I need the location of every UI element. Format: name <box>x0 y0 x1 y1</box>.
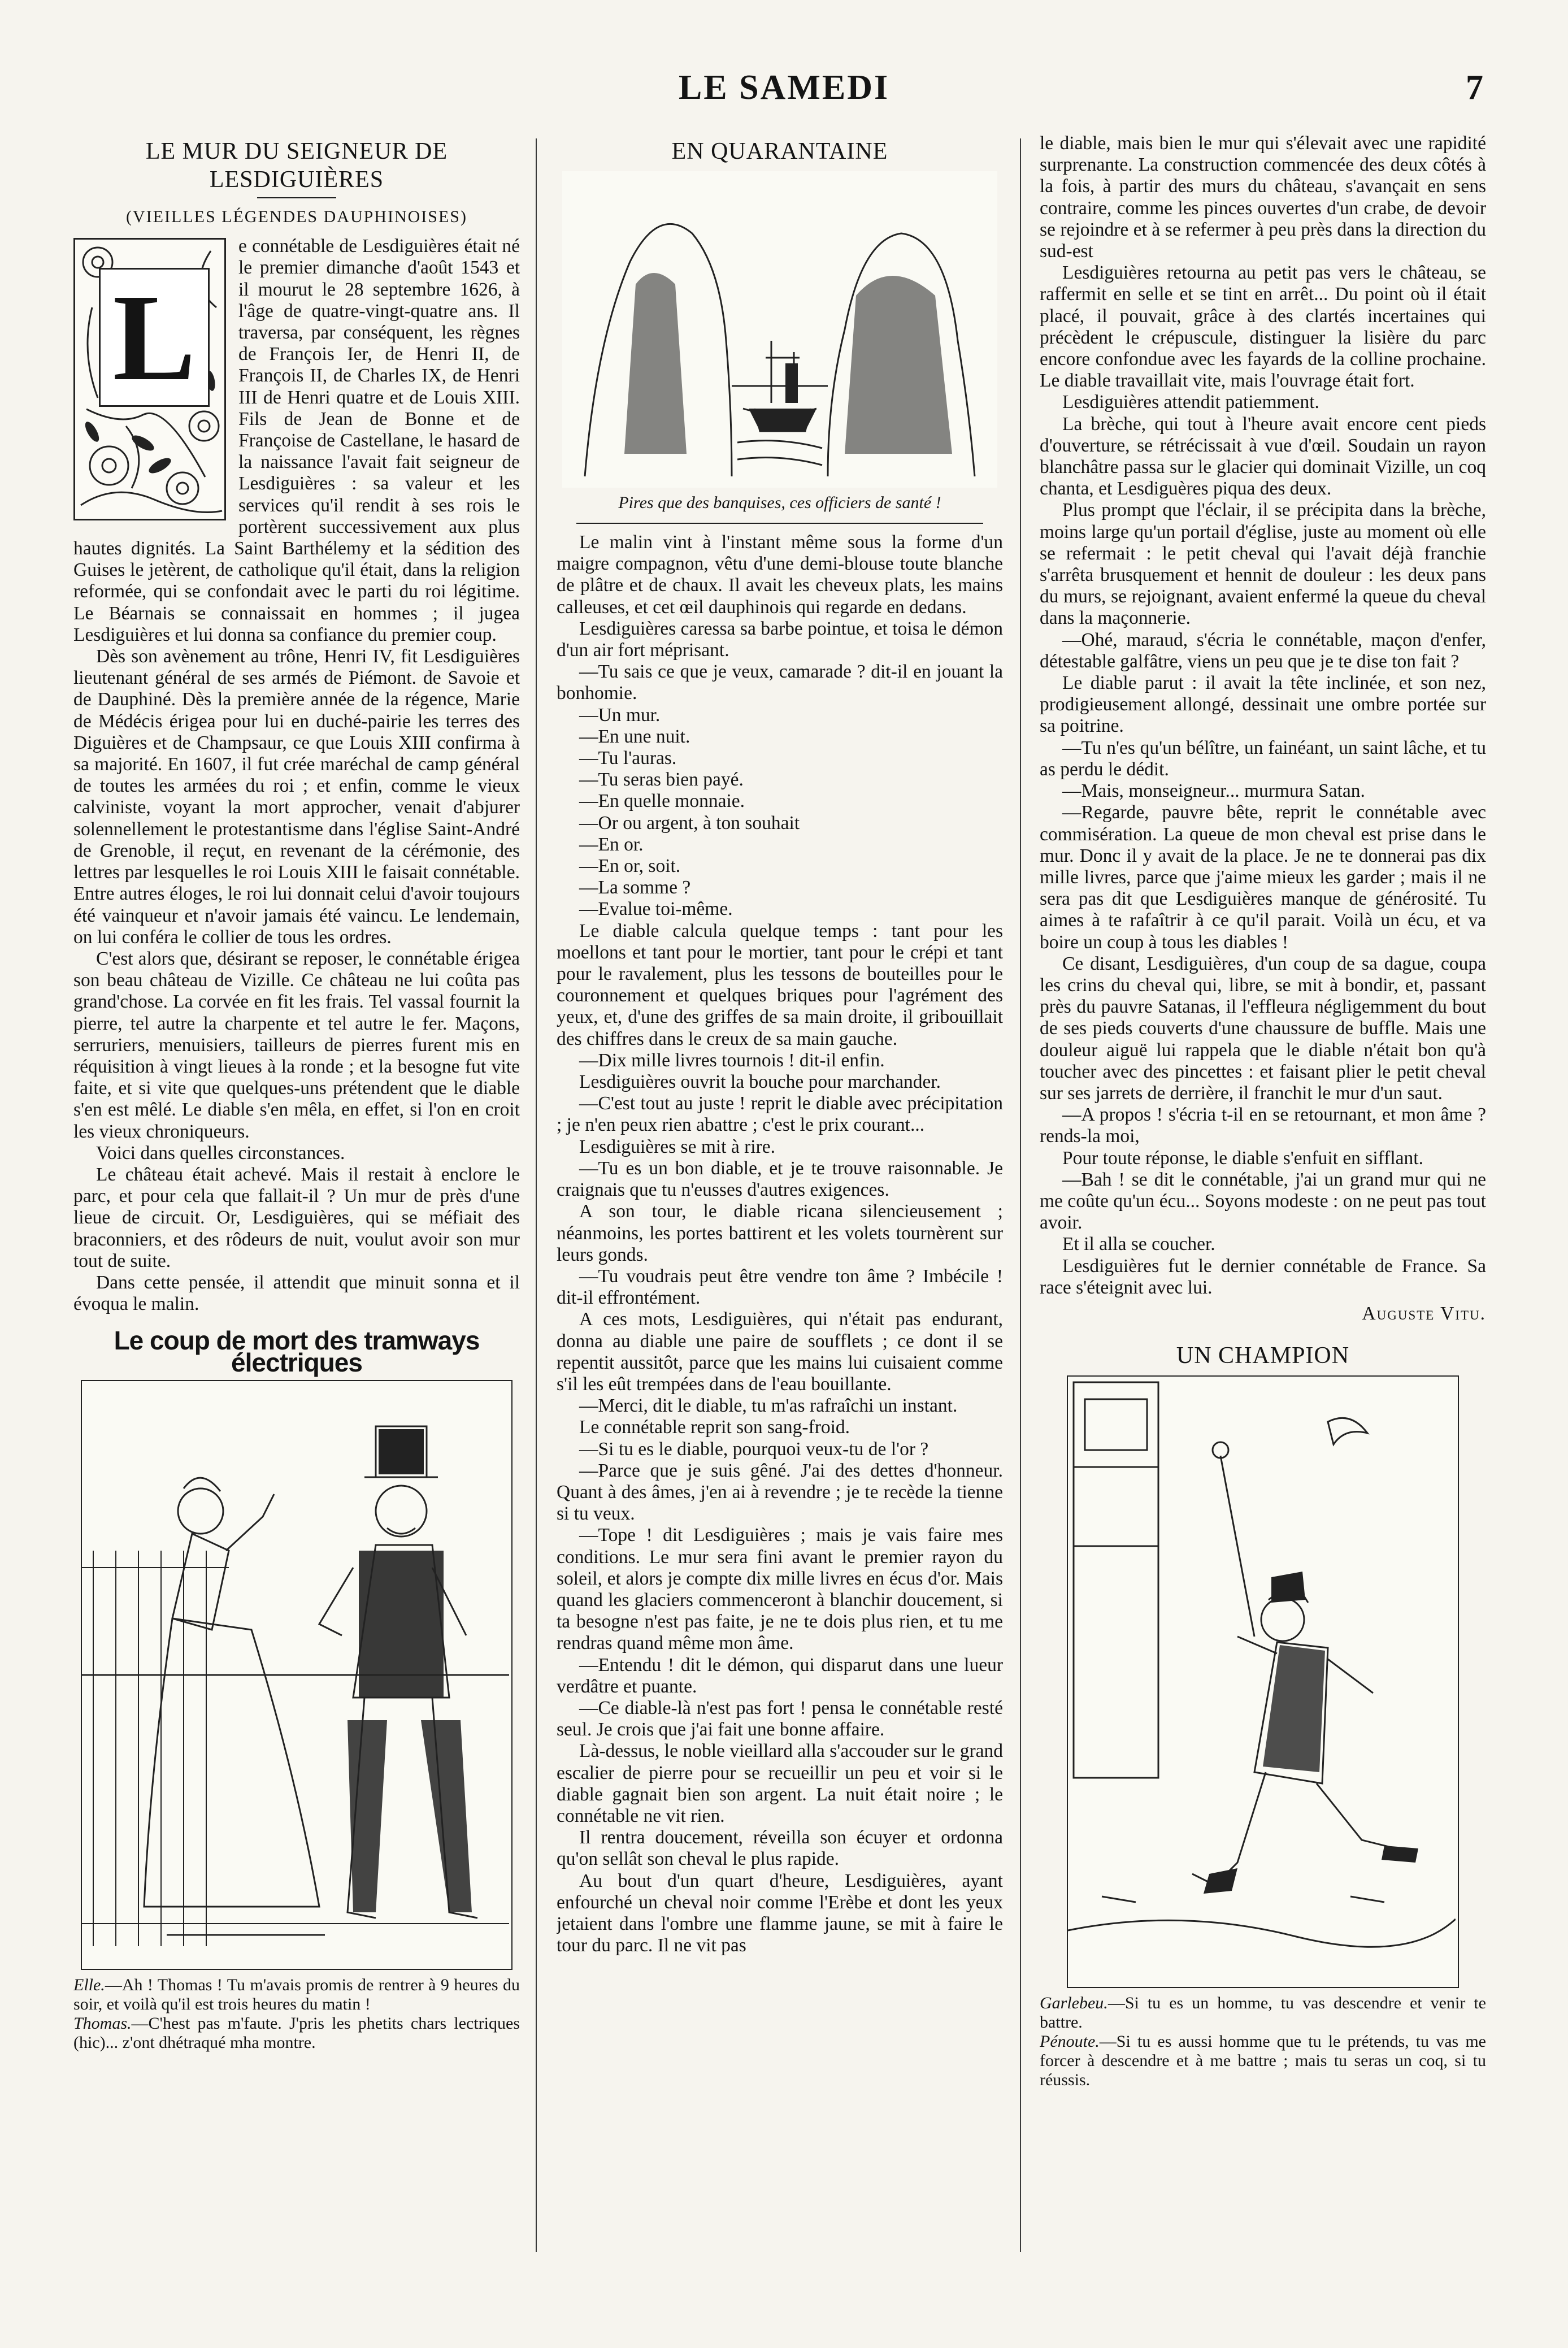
caption-line <box>1040 1994 1486 2032</box>
paragraph: le diable, mais bien le mur qui s'élevait avec une rapidité surprenante. La construction commencée des deux côtés à la fois, à partir des murs du château, s'avançait en sens contraire, comme les pinces ouvertes d'un crabe, de devoir se rejoindre et à se refermer à peu près dans la direction du sud-est <box>1040 133 1486 262</box>
cartoon-headline: UN CHAMPION <box>1176 1343 1350 1369</box>
author-signature: Auguste Vitu. <box>1362 1303 1486 1324</box>
paragraph: Et il alla se coucher. <box>1062 1234 1215 1255</box>
paragraph: —Tu voudrais peut être vendre ton âme ? Imbécile ! dit-il effrontément. <box>557 1265 1003 1309</box>
cartoon-headline: EN QUARANTAINE <box>671 138 888 164</box>
paragraph: —Si tu es le diable, pourquoi veux-tu de l'or ? <box>579 1438 929 1460</box>
caption-text: —Si tu es aussi homme que tu le prétends, tu vas me forcer à descendre et à me battre ; mais tu seras un coq, si tu réussis. <box>1040 2032 1486 2090</box>
paragraph: —En or, soit. <box>579 856 681 877</box>
paragraph: —Bah ! se dit le connétable, j'ai un grand mur qui ne me coûte qu'un écu... Soyons modeste : on ne peut pas tout avoir. <box>1040 1169 1486 1234</box>
caption-speaker: Garlebeu. <box>1040 1994 1108 2013</box>
paragraph: C'est alors que, désirant se reposer, le connétable érigea son beau château de Vizille. Ce château ne lui coûta pas grand'chose. La corvée en fit les frais. Tel vassal fournit la pierre, tel autre la charpente et tel autre le fer. Maçons, serruriers, menuisiers, tailleurs de pierres furent mis en réquisition à vingt lieues à la ronde ; et la besogne fut vite faite, et si vite que quelques-uns prétendent que le diable s'en est mêlé. Le diable s'en mêla, en effet, si l'on en croit les vieux chroniqueurs. <box>73 948 520 1142</box>
champion-cartoon-illustration <box>1067 1375 1459 1988</box>
paragraph: —Tu seras bien payé. <box>579 769 744 791</box>
paragraph: —Mais, monseigneur... murmura Satan. <box>1062 780 1365 802</box>
paragraph: —Tope ! dit Lesdiguières ; mais je vais faire mes conditions. Le mur sera fini avant le premier rayon du soleil, et alors je compte dix mille livres en écus d'or. Mais quand les glaciers commenceront à blanchir doucement, si ta besogne n'est pas faite, je ne te dois plus rien, et tu me rendras quand même mon âme. <box>557 1525 1003 1654</box>
paragraph: Au bout d'un quart d'heure, Lesdiguières, ayant enfourché un cheval noir comme l'Erèbe et dont les yeux jetaient dans l'ombre une flamme jaune, se mit à faire le tour du parc. Il ne vit pas <box>557 1870 1003 1956</box>
paragraph: Voici dans quelles circonstances. <box>96 1142 345 1164</box>
cartoon-caption: Pires que des banquises, ces officiers de santé ! <box>618 493 941 512</box>
paragraph: —Dix mille livres tournois ! dit-il enfin. <box>579 1049 885 1071</box>
caption-text: —Si tu es un homme, tu vas descendre et venir te battre. <box>1040 1994 1486 2032</box>
running-head <box>85 68 1483 130</box>
paragraph: Dès son avènement au trône, Henri IV, fit Lesdiguières lieutenant général de ses armés de Piémont. de Savoie et de Dauphiné. Dès la première année de la régence, Marie de Médécis érigea pour lui en duché-pairie les terres des Diguières et de Champsaur, ce que Louis XIII confirma à sa majorité. En 1607, il fut crée maréchal de camp général de toutes les armées du roi ; et enfin, comme le vieux calviniste, voyant la mort approcher, venait d'abjurer solennellement le protestantisme dans l'église Saint-André de Grenoble, il reçut, en revenant de la cérémonie, des lettres par lesquelles le roi Louis XIII le faisait connétable. Entre autres éloges, le roi lui donnait celui d'avoir toujours été vainqueur et n'avoir jamais été vaincu. Le lendemain, on lui conféra le collier de tous les ordres. <box>73 646 520 948</box>
paragraph: Le diable calcula quelque temps : tant pour les moellons et tant pour le mortier, tant pour le crépi et tant pour le ravalement, plus les tessons de bouteilles pour le couronnement et quelques briques pour l'agrément des yeux, et, d'une des griffes de sa main droite, il gribouillait des chiffres dans le creux de sa main gauche. <box>557 920 1003 1049</box>
man-and-rooster-drawing <box>1068 1377 1456 1985</box>
paragraph: —En or. <box>579 834 644 855</box>
paragraph: Pour toute réponse, le diable s'enfuit en sifflant. <box>1062 1147 1423 1169</box>
headline-rule <box>257 197 336 198</box>
paragraph: La brèche, qui tout à l'heure avait encore cent pieds d'ouverture, se rétrécissait à vue d'œil. Soudain un rayon blanchâtre passa sur le glacier qui dominait Vizille, un coq chanta, et Lesdiguères piqua des deux. <box>1040 413 1486 500</box>
section-rule <box>576 523 983 524</box>
paragraph: Le diable parut : il avait la tête inclinée, et son nez, prodigieusement allongé, dessinait une ombre portée sur sa poitrine. <box>1040 672 1486 737</box>
paragraph: —Evalue toi-même. <box>579 899 733 920</box>
paragraph: Le malin vint à l'instant même sous la forme d'un maigre compagnon, vêtu d'une demi-blouse toute blanche de plâtre et de chaux. Il avait les cheveux plats, les mains calleuses, et cet œil dauphinois qui regarde en dedans. <box>557 532 1003 618</box>
paragraph: —A propos ! s'écria t-il en se retournant, et mon âme ? rends-la moi, <box>1040 1104 1486 1147</box>
paragraph: Le château était achevé. Mais il restait à enclore le parc, et pour cela que fallait-il ? Un mur de près d'une lieue de circuit. Or, Lesdiguières, qui se méfiait des braconniers, et des rôdeurs de nuit, voulut avoir son mur tout de suite. <box>73 1164 520 1271</box>
paragraph: Là-dessus, le noble vieillard alla s'accouder sur le grand escalier de pierre pour se recueillir un peu et voir si le diable gagnait bien son argent. La nuit était noire ; le connétable ne vit rien. <box>557 1741 1003 1826</box>
paragraph: —Or ou argent, à ton souhait <box>579 812 800 834</box>
paragraph: Dans cette pensée, il attendit que minuit sonna et il évoqua le malin. <box>73 1271 520 1315</box>
paragraph: —Regarde, pauvre bête, reprit le connétable avec commisération. La queue de mon cheval est prise dans le mur. Donc il y avait de la place. Je ne te donnerai pas dix mille livres, parce que j'aime mieux les garder ; mais il ne sera pas dit que Lesdiguières manque de générosité. Tu aimes à te rafaîtrir à ce qu'il parait. Voilà un écu, et va boire un coup à tous les diables ! <box>1040 802 1486 953</box>
caption-speaker: Pénoute. <box>1040 2032 1100 2051</box>
column-3 <box>1040 133 1486 2269</box>
paragraph: Lesdiguières se mit à rire. <box>579 1136 775 1157</box>
cartoon-headline: Le coup de mort des tramways électriques <box>114 1326 480 1377</box>
drop-cap-letter: L <box>99 268 210 407</box>
paragraph: —Parce que je suis gêné. J'ai des dettes d'honneur. Quant à des âmes, j'en ai à revendre ; je te recède la tienne si tu veux. <box>557 1460 1003 1525</box>
caption-line <box>73 1976 520 2014</box>
paragraph: Le connétable reprit son sang-froid. <box>579 1417 850 1438</box>
caption-speaker: Elle. <box>73 1975 105 1994</box>
journal-title: LE SAMEDI <box>678 68 890 107</box>
paragraph: e connétable de Lesdiguières était né le premier dimanche d'août 1543 et il mourut le 28 septembre 1626, à l'âge de quatre-vingt-quatre ans. Il traversa, par conséquent, les règnes de François Ier, de Henri II, de François II, de Charles IX, de Henri III de Henri quatre et de Louis XIII. Fils de Jean de Bonne et de Françoise de Castellane, le hasard de la naissance l'avait fait seigneur de Lesdiguières : sa valeur et les services qu'il rendit à ses rois le portèrent successivement aux plus hautes dignités. La Saint Barthélemy et la sédition des Guises le jetèrent, de catholique qu'il était, dans la religion reformée, qui se confondait avec le parti du roi légitime. Le Béarnais se connaissait en hommes ; il jugea Lesdiguières et lui donna sa confiance du premier coup. <box>73 236 520 645</box>
column-2 <box>557 133 1003 2269</box>
couple-argument-drawing <box>82 1381 509 1967</box>
paragraph: —Merci, dit le diable, tu m'as rafraîchi un instant. <box>579 1395 958 1417</box>
caption-text: —C'hest pas m'faute. J'pris les phetits chars lectriques (hic)... z'ont dhétraqué mha montre. <box>73 2013 520 2052</box>
caption-speaker: Thomas. <box>73 2013 132 2033</box>
paragraph: Lesdiguières attendit patiemment. <box>1062 392 1319 413</box>
paragraph: —Entendu ! dit le démon, qui disparut dans une lueur verdâtre et puante. <box>557 1654 1003 1697</box>
paragraph: —Ce diable-là n'est pas fort ! pensa le connétable resté seul. Je crois que j'ai fait une bonne affaire. <box>557 1697 1003 1741</box>
paragraph: —Ohé, maraud, s'écria le connétable, maçon d'enfer, détestable galfâtre, viens un peu que je te dise ton fait ? <box>1040 629 1486 672</box>
paragraph: Lesdiguières fut le dernier connétable de France. Sa race s'éteignit avec lui. <box>1040 1255 1486 1298</box>
paragraph: Lesdiguières caressa sa barbe pointue, et toisa le démon d'un air fort méprisant. <box>557 618 1003 661</box>
ornamental-drop-cap <box>73 238 226 520</box>
caption-line <box>73 2014 520 2052</box>
paragraph: A ces mots, Lesdiguières, qui n'était pas endurant, donna au diable une paire de soufflets ; ce dont il se repentit aussitôt, parce que les mains lui cuisaient comme s'il les eût trempées dans de l'eau bouillante. <box>557 1309 1003 1395</box>
ghost-doctors-ship-drawing <box>562 171 997 488</box>
paragraph: —Tu sais ce que je veux, camarade ? dit-il en jouant la bonhomie. <box>557 661 1003 704</box>
paragraph: —Tu n'es qu'un bélître, un fainéant, un saint lâche, et tu as perdu le dédit. <box>1040 737 1486 780</box>
paragraph: —C'est tout au juste ! reprit le diable avec précipitation ; je n'en peux rien abattre ; c'est le prix courant... <box>557 1093 1003 1136</box>
paragraph: Lesdiguières ouvrit la bouche pour marchander. <box>579 1071 941 1093</box>
paragraph: Ce disant, Lesdiguières, d'un coup de sa dague, coupa les crins du cheval qui, libre, se mit à bondir, et, passant près du pauvre Satanas, il l'effleura négligemment du bout de ses pieds couverts d'une chaussure de buffle. Mais une douleur aiguë lui rappela que le diable n'était bon qu'à toucher avec des pincettes : et faisant plier le petit cheval sur ses jarrets de derrière, il franchit le mur d'un saut. <box>1040 953 1486 1104</box>
caption-line <box>1040 2032 1486 2090</box>
column-rule <box>1020 138 1021 2252</box>
paragraph: —Un mur. <box>579 704 661 726</box>
quarantine-cartoon-illustration <box>562 171 997 488</box>
column-rule <box>536 138 537 2252</box>
paragraph: —Tu l'auras. <box>579 748 677 769</box>
caption-text: —Ah ! Thomas ! Tu m'avais promis de rentrer à 9 heures du soir, et voilà qu'il est trois heures du matin ! <box>73 1975 520 2013</box>
paragraph: Lesdiguières retourna au petit pas vers le château, se raffermit en selle et se tint en arrêt... Du point où il était placé, il pouvait, grâce à des clartés incertaines qui précèdent le crépuscule, distinguer la lisière du parc encore confondue avec les fayards de la colline prochaine. Le diable travaillait vite, mais l'ouvrage était fort. <box>1040 262 1486 392</box>
tramway-cartoon-illustration <box>81 1380 512 1970</box>
page-number: 7 <box>1466 68 1483 107</box>
paragraph: —La somme ? <box>579 877 691 899</box>
paragraph: —En quelle monnaie. <box>579 791 745 812</box>
cartoon-caption <box>73 1976 520 2052</box>
cartoon-caption <box>1040 1994 1486 2090</box>
paragraph: Plus prompt que l'éclair, il se précipita dans la brèche, moins large qu'un portail d'église, juste au moment où elle se refermait : le petit cheval qui l'avait déjà franchie s'arrêta brusquement et hennit de douleur : les deux pans du murs, se rejoignant, avaient enfermé la queue du cheval dans la maçonnerie. <box>1040 500 1486 629</box>
article-headline: LE MUR DU SEIGNEUR DE LESDIGUIÈRES <box>145 138 448 193</box>
paragraph: —Tu es un bon diable, et je te trouve raisonnable. Je craignais que tu n'eusses d'autres exigences. <box>557 1157 1003 1201</box>
paragraph: A son tour, le diable ricana silencieusement ; néanmoins, les portes battirent et les volets tournèrent sur leurs gonds. <box>557 1201 1003 1265</box>
column-1 <box>73 133 520 2258</box>
paragraph: —En une nuit. <box>579 726 690 747</box>
article-subtitle: (VIEILLES LÉGENDES DAUPHINOISES) <box>126 207 467 226</box>
paragraph: Il rentra doucement, réveilla son écuyer et ordonna qu'on sellât son cheval le plus rapide. <box>557 1827 1003 1870</box>
